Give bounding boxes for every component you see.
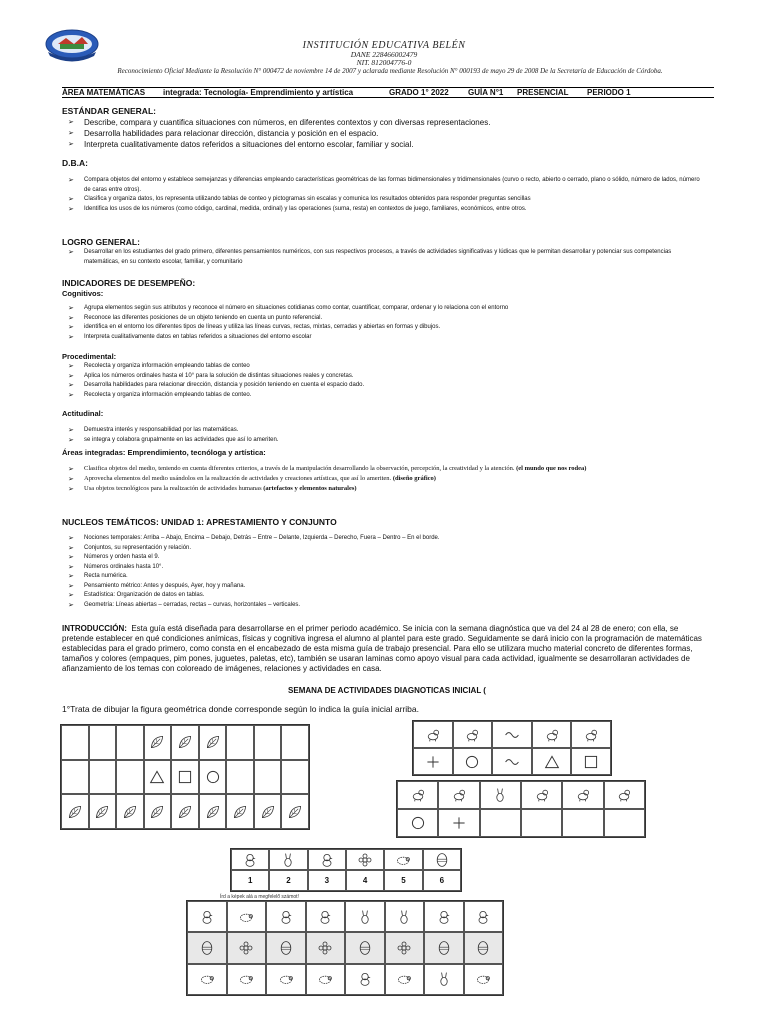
worksheet-cell [199,725,227,760]
egg-icon [278,940,294,956]
square-icon [583,754,599,770]
chick-icon [278,909,294,925]
list-item: ➢ Desarrolla habilidades para relacionar dirección, distancia y posición en el espacio. [62,128,707,139]
worksheet-cell [89,725,117,760]
worksheet-cell [345,901,385,932]
worksheet-cell [385,932,425,963]
list-item: ➢ identifica en el entorno los diferentes tipos de líneas y utiliza las líneas curvas, rectas, mixtas, cerradas y abiertas en formas y dibujos. [62,323,707,333]
worksheet-cell [604,809,645,837]
sheep-icon [199,971,215,987]
intro-label: INTRODUCCIÓN: [62,624,127,633]
list-item: ➢ Pensamiento métrico: Antes y después, Ayer, hoy y mañana. [62,582,707,592]
worksheet-cell [226,725,254,760]
animal-icon [464,727,480,743]
leaf-icon [94,804,110,820]
egg-icon [475,940,491,956]
worksheet-cell [199,760,227,795]
worksheet-cell [227,964,267,995]
chick-icon [242,852,258,868]
worksheet-cell [227,901,267,932]
subject-info-bar [62,87,714,98]
list-item: ➢ Agrupa elementos según sus atributos y reconoce el número en situaciones cotidianas como contar, cuantificar, comparar, ordenar y lo relaciona con el entorno [62,304,707,314]
worksheet-cell [306,964,346,995]
integrated-label: integrada: Tecnología- Emprendimiento y artística [163,88,354,97]
sheep-icon [278,971,294,987]
worksheet-cell [424,932,464,963]
leaf-icon [177,804,193,820]
leaf-icon [149,734,165,750]
sheep-icon [396,971,412,987]
circle-icon [205,769,221,785]
worksheet-cell [413,721,453,748]
worksheet-number: 2 [286,876,291,885]
worksheet-cell [266,964,306,995]
leaf-icon [122,804,138,820]
standard-list [62,117,707,150]
worksheet-number: 4 [362,876,368,885]
worksheet-cell [187,901,227,932]
area-label: ÁREA MATEMÁTICAS [62,88,146,97]
circle-icon [464,754,480,770]
egg-icon [199,940,215,956]
logro-title: LOGRO GENERAL: [62,237,140,247]
list-item: ➢ Aprovecha elementos del medio usándolos en la realización de actividades y creaciones artísticas, que así lo ameriten. (diseño gráfico) [62,474,707,484]
sheep-icon [475,971,491,987]
animals-grid-top [412,720,612,776]
institution-name: INSTITUCIÓN EDUCATIVA BELÉN [302,40,466,51]
list-item: ➢ Números ordinales hasta 10°. [62,563,707,573]
worksheet-cell [464,964,504,995]
nucleos-title: NUCLEOS TEMÁTICOS: UNIDAD 1: APRESTAMIENTO Y CONJUNTO [62,517,337,527]
grade-label: GRADO 1° 2022 [389,88,449,97]
numbers-grid [230,848,462,892]
introduction-paragraph [62,624,710,674]
worksheet-cell [604,781,645,809]
worksheet-cell [281,794,309,829]
bunny-icon [436,971,452,987]
pictures-grid-bottom [186,900,504,996]
diagnostic-title: SEMANA DE ACTIVIDADES DIAGNOTICAS INICIAL ( [288,686,486,695]
worksheet-cell [438,781,479,809]
list-item: ➢ Clasifica objetos del medio, teniendo en cuenta diferentes criterios, a través de la manipulación desarrollando la observación, percepción, la creatividad y la atención. (el mundo que nos rodea) [62,464,707,474]
attitudinal-list [62,426,707,445]
worksheet-cell [281,760,309,795]
worksheet-cell [464,932,504,963]
animal-icon [544,727,560,743]
attitudinal-title: Actitudinal: [62,409,104,418]
worksheet-cell [231,849,269,870]
worksheet-cell [480,781,521,809]
worksheet-cell [423,849,461,870]
wave-icon [504,727,520,743]
worksheet-cell [453,748,493,775]
worksheet-cell [346,870,384,891]
hungarian-instruction: Írd a képek alá a megfelelő számot! [220,894,299,900]
mode-label: PRESENCIAL [517,88,569,97]
worksheet-cell [254,760,282,795]
leaf-icon [205,804,221,820]
nucleos-list [62,534,707,610]
triangle-icon [544,754,560,770]
worksheet-cell [171,760,199,795]
worksheet-cell [397,809,438,837]
animal-icon [451,787,467,803]
worksheet-cell [424,901,464,932]
worksheet-cell [187,932,227,963]
worksheet-cell [116,760,144,795]
sheep-icon [238,971,254,987]
diagnostic-instruction: 1°Trata de dibujar la figura geométrica donde corresponde según lo indica la guía inicial arriba. [62,704,419,714]
chick-icon [199,909,215,925]
worksheet-cell [266,901,306,932]
worksheet-cell [254,794,282,829]
list-item: ➢ Interpreta cualitativamente datos en tablas referidos a situaciones del entorno escolar [62,333,707,343]
sheep-icon [395,852,411,868]
plus-icon [451,815,467,831]
worksheet-cell [171,794,199,829]
list-item: ➢ Desarrollar en los estudiantes del grado primero, diferentes pensamientos numéricos, con sus respectivos procesos, a través de actividades significativas y lúdicas que le permitan desarrollar y potenciar sus competencias matemáticas, en su contexto escolar, familiar, y comunitario [62,248,707,267]
worksheet-cell [144,760,172,795]
list-item: ➢ se integra y colabora grupalmente en las actividades que así lo ameriten. [62,436,707,446]
chick-icon [436,909,452,925]
guide-label: GUÍA N°1 [468,88,504,97]
chick-icon [357,971,373,987]
flower-icon [396,940,412,956]
list-item: ➢ Recolecta y organiza información empleando tablas de conteo. [62,391,707,401]
worksheet-cell [562,781,603,809]
flower-icon [238,940,254,956]
worksheet-cell [571,748,611,775]
worksheet-cell [532,721,572,748]
leaf-icon [260,804,276,820]
egg-icon [434,852,450,868]
list-item: ➢ Nociones temporales: Arriba – Abajo, Encima – Debajo, Detrás – Entre – Delante, Izquierda – Derecho, Fuera – Dentro – En el borde. [62,534,707,544]
worksheet-cell [492,748,532,775]
worksheet-cell [397,781,438,809]
list-item: ➢ Estadística: Organización de datos en tablas. [62,591,707,601]
worksheet-images [60,718,720,1018]
bunny-icon [492,787,508,803]
worksheet-number: 1 [247,876,253,885]
list-item: ➢ Reconoce las diferentes posiciones de un objeto teniendo en cuenta un punto referencial. [62,314,707,324]
worksheet-cell [385,964,425,995]
list-item: ➢ Conjuntos, su representación y relación. [62,544,707,554]
worksheet-cell [227,932,267,963]
worksheet-cell [226,760,254,795]
chick-icon [317,909,333,925]
worksheet-cell [438,809,479,837]
wave-icon [504,754,520,770]
bunny-icon [357,909,373,925]
document-header [0,0,768,88]
cognitive-title: Cognitivos: [62,289,104,298]
worksheet-cell [384,849,422,870]
worksheet-cell [306,901,346,932]
list-item: ➢ Desarrolla habilidades para relacionar dirección, distancia y posición teniendo en cuenta el espacio dado. [62,381,707,391]
shapes-grid-left [60,724,310,830]
integrated-title: Áreas integradas: Emprendimiento, tecnóloga y artística: [62,448,266,457]
cognitive-list [62,304,707,342]
dba-title: D.B.A: [62,158,88,168]
standard-title: ESTÁNDAR GENERAL: [62,106,156,116]
list-item: ➢ Identifica los usos de los números (como código, cardinal, medida, ordinal) y las operaciones (suma, resta) en contextos de juego, familiares, económicos, entre otros. [62,205,707,215]
worksheet-cell [521,809,562,837]
animal-icon [583,727,599,743]
plus-icon [425,754,441,770]
leaf-icon [67,804,83,820]
worksheet-cell [345,964,385,995]
worksheet-cell [424,964,464,995]
worksheet-cell [385,901,425,932]
integrated-list [62,464,707,494]
animal-icon [410,787,426,803]
worksheet-cell [144,794,172,829]
chick-icon [475,909,491,925]
square-icon [177,769,193,785]
worksheet-cell [61,760,89,795]
worksheet-cell [116,794,144,829]
worksheet-cell [413,748,453,775]
resolution-text: Reconocimiento Oficial Mediante la Resolución N° 000472 de noviembre 14 de 2007 y aclarada mediante Resolución N° 000193 de mayo 29 de 2008 De la Secretaría de Educación de Córdoba. [117,67,663,75]
procedural-title: Procedimental: [62,352,117,361]
chick-icon [319,852,335,868]
worksheet-cell [269,870,307,891]
list-item: ➢ Usa objetos tecnológicos para la realización de actividades humanas (artefactos y elementos naturales) [62,484,707,494]
worksheet-cell [384,870,422,891]
worksheet-cell [281,725,309,760]
list-item: ➢ Describe, compara y cuantifica situaciones con números, en diferentes contextos y con diversas representaciones. [62,117,707,128]
list-item: ➢ Números y orden hasta el 9. [62,553,707,563]
worksheet-number: 5 [401,876,406,885]
list-item: ➢ Clasifica y organiza datos, los representa utilizando tablas de conteo y pictogramas sin escalas y comunica los resultados obtenidos para responder preguntas sencillas [62,195,707,205]
worksheet-cell [61,794,89,829]
worksheet-cell [571,721,611,748]
animal-icon [534,787,550,803]
worksheet-cell [269,849,307,870]
animal-icon [425,727,441,743]
logro-list [62,248,707,267]
dane-code: DANE 228466002479 [350,50,418,59]
worksheet-cell [187,964,227,995]
list-item: ➢ Aplica los números ordinales hasta el 10° para la solución de distintas situaciones reales y concretas. [62,372,707,382]
leaf-icon [177,734,193,750]
worksheet-cell [480,809,521,837]
sheep-icon [317,971,333,987]
worksheet-number: 3 [324,876,330,885]
worksheet-cell [492,721,532,748]
leaf-icon [205,734,221,750]
worksheet-cell [171,725,199,760]
list-item: ➢ Compara objetos del entorno y establece semejanzas y diferencias empleando características geométricas de las formas bidimensionales y tridimensionales (curvo o recto, abierto o cerrado, plano o sólido, número de lados, número de caras entre otros). [62,176,707,195]
triangle-icon [149,769,165,785]
leaf-icon [232,804,248,820]
egg-icon [436,940,452,956]
worksheet-cell [345,932,385,963]
worksheet-cell [308,870,346,891]
dba-list [62,176,707,214]
worksheet-cell [226,794,254,829]
worksheet-cell [266,932,306,963]
animals-grid-middle [396,780,646,838]
list-item: ➢ Recta numérica. [62,572,707,582]
flower-icon [357,852,373,868]
worksheet-cell [423,870,461,891]
worksheet-number: 6 [439,876,445,885]
worksheet-cell [521,781,562,809]
list-item: ➢ Geometría: Líneas abiertas – cerradas, rectas – curvas, horizontales – verticales. [62,601,707,611]
worksheet-cell [89,760,117,795]
worksheet-cell [231,870,269,891]
nit-code: NIT. 812004776-0 [356,58,412,67]
worksheet-cell [464,901,504,932]
bunny-icon [280,852,296,868]
animal-icon [575,787,591,803]
list-item: ➢ Recolecta y organiza información empleando tablas de conteo [62,362,707,372]
intro-text: Esta guía está diseñada para desarrollarse en el primer periodo académico. Se inicia con la semana diagnóstica que va del 24 al 28 de enero; con ella, se pretende establecer en qué condiciones anímicas, físicas y cognitiva ingresa el alumno al plantel para este grado. Seguidamente se dará inicio con la programación de matemáticas establecidas para el grado primero, como consta en el encabezado de esta misma guía de trabajo presencial. Para ello se utilizara mucho material concreto de diferentes formas, tamaños y colores (empaques, pim pones, juguetes, paletas, etc), también se usaran laminas como apoyo visual para cada actividad, igualmente se desarrollaran actividades de afianzamiento de los temas con coloreado de imágenes, relaciones y actividades en casa. [62,624,702,673]
worksheet-cell [61,725,89,760]
worksheet-cell [116,725,144,760]
animal-icon [616,787,632,803]
worksheet-cell [562,809,603,837]
bunny-icon [396,909,412,925]
period-label: PERIODO 1 [587,88,631,97]
circle-icon [410,815,426,831]
leaf-icon [287,804,303,820]
worksheet-cell [453,721,493,748]
worksheet-cell [254,725,282,760]
list-item: ➢ Demuestra interés y responsabilidad por las matemáticas. [62,426,707,436]
worksheet-cell [308,849,346,870]
indicators-title: INDICADORES DE DESEMPEÑO: [62,278,196,288]
procedural-list [62,362,707,400]
worksheet-cell [89,794,117,829]
worksheet-cell [346,849,384,870]
sheep-icon [238,909,254,925]
leaf-icon [149,804,165,820]
egg-icon [357,940,373,956]
flower-icon [317,940,333,956]
worksheet-cell [199,794,227,829]
worksheet-cell [144,725,172,760]
worksheet-cell [532,748,572,775]
worksheet-cell [306,932,346,963]
list-item: ➢ Interpreta cualitativamente datos referidos a situaciones del entorno escolar, familiar y social. [62,139,707,150]
